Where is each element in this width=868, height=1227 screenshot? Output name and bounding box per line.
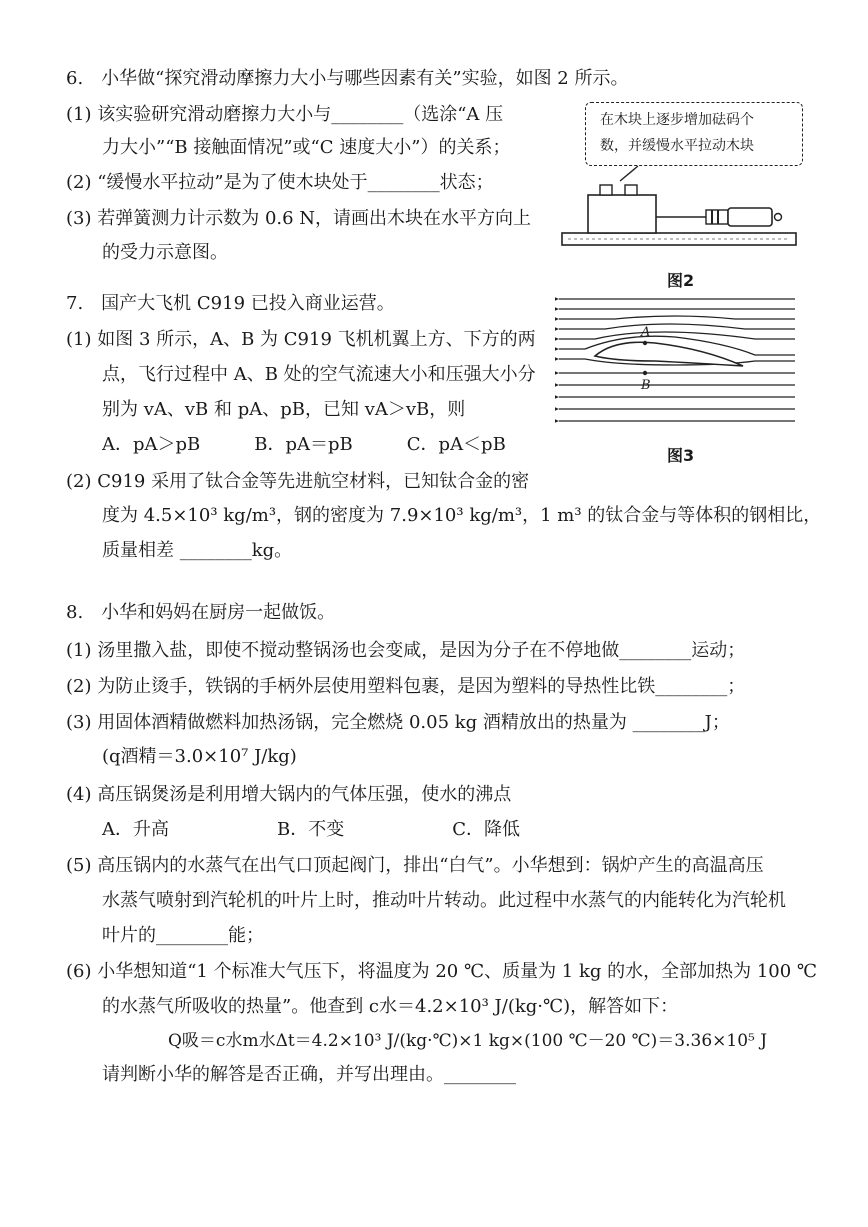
q7-part2-cont2: 质量相差 ________kg。 (66, 540, 293, 561)
point-b (643, 371, 647, 375)
q8-part2: (2) 为防止烫手，铁锅的手柄外层使用塑料包裹，是因为塑料的导热性比铁________； (66, 676, 746, 697)
figure3-caption: 图3 (667, 446, 695, 465)
spring-scale-body (728, 208, 772, 226)
q7-part1-cont2: 别为 vA、vB 和 pA、pB，已知 vA＞vB，则 (66, 399, 466, 420)
q8-stem: 8. 小华和妈妈在厨房一起做饭。 (66, 602, 336, 623)
figure2-callout (585, 102, 803, 166)
q7-stem: 7. 国产大飞机 C919 已投入商业运营。 (66, 293, 395, 314)
q7-part1-cont: 点，飞行过程中 A、B 处的空气流速大小和压强大小分 (66, 364, 536, 385)
callout-line-1: 在木块上逐步增加砝码个 (600, 112, 754, 128)
callout-line-2: 数，并缓慢水平拉动木块 (600, 138, 754, 154)
figure2-friction-apparatus (560, 165, 800, 255)
q8-part5-cont: 水蒸气喷射到汽轮机的叶片上时，推动叶片转动。此过程中水蒸气的内能转化为汽轮机 (66, 890, 786, 911)
point-a (643, 341, 647, 345)
q6-part3-cont: 的受力示意图。 (66, 242, 228, 263)
q8-part3: (3) 用固体酒精做燃料加热汤锅，完全燃烧 0.05 kg 酒精放出的热量为 ________J； (66, 712, 730, 733)
q8-part5-cont2: 叶片的________能； (66, 925, 264, 946)
q7-part2: (2) C919 采用了钛合金等先进航空材料，已知钛合金的密 (66, 471, 530, 492)
label-a: A (641, 325, 651, 340)
callout-pointer (620, 166, 638, 181)
q8-part5: (5) 高压锅内的水蒸气在出气口顶起阀门，排出“白气”。小华想到：锅炉产生的高温高压 (66, 855, 764, 876)
q8-part6: (6) 小华想知道“1 个标准大气压下，将温度为 20 ℃、质量为 1 kg 的水，全部加热为 100 ℃ (66, 961, 818, 982)
figure2-caption: 图2 (667, 271, 695, 290)
weight-2 (625, 185, 637, 195)
q8-part6-question: 请判断小华的解答是否正确，并写出理由。________ (66, 1064, 516, 1085)
figure3-airflow-wing (555, 293, 800, 433)
q6-stem: 6. 小华做“探究滑动摩擦力大小与哪些因素有关”实验，如图 2 所示。 (66, 68, 629, 89)
q8-part6-cont: 的水蒸气所吸收的热量”。他查到 c水＝4.2×10³ J/(kg·℃)，解答如下： (66, 996, 679, 1017)
label-b: B (641, 378, 651, 393)
q6-part2: (2) “缓慢水平拉动”是为了使木块处于________状态； (66, 172, 494, 193)
q8-part3-note: (q酒精＝3.0×10⁷ J/kg) (66, 746, 297, 767)
wooden-block (588, 195, 656, 233)
q7-options: A．pA＞pB B．pA＝pB C．pA＜pB (66, 434, 506, 455)
q8-part6-formula: Q吸＝c水m水Δt＝4.2×10³ J/(kg·℃)×1 kg×(100 ℃－20 ℃)＝3.36×10⁵ J (168, 1031, 768, 1051)
q8-part4-options: A．升高 B．不变 C．降低 (66, 819, 520, 840)
q6-part1: (1) 该实验研究滑动磨擦力大小与________（选涂“A 压 (66, 104, 504, 125)
q8-part1: (1) 汤里撒入盐，即使不搅动整锅汤也会变咸，是因为分子在不停地做________运动； (66, 640, 746, 661)
q7-part2-cont: 度为 4.5×10³ kg/m³，钢的密度为 7.9×10³ kg/m³，1 m³ 的钛合金与等体积的钢相比， (66, 505, 822, 526)
q6-part1-cont: 力大小”“B 接触面情况”或“C 速度大小”）的关系； (66, 137, 511, 158)
q7-part1: (1) 如图 3 所示，A、B 为 C919 飞机机翼上方、下方的两 (66, 329, 536, 350)
wing-airfoil (595, 342, 743, 366)
spring-scale-ring (775, 214, 782, 221)
q8-part4: (4) 高压锅煲汤是利用增大锅内的气体压强，使水的沸点 (66, 784, 512, 805)
weight-1 (600, 185, 612, 195)
q6-part3: (3) 若弹簧测力计示数为 0.6 N，请画出木块在水平方向上 (66, 208, 532, 229)
